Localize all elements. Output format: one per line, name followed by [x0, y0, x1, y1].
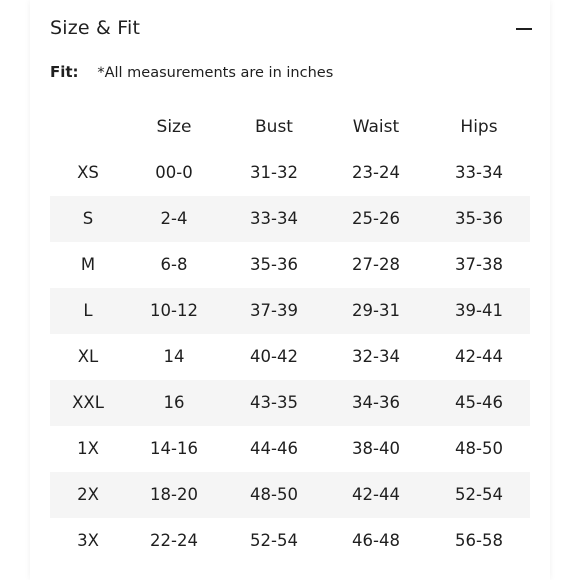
- hips-cell: 45-46: [455, 393, 503, 412]
- table-row: [50, 518, 530, 564]
- header-bust: Bust: [255, 117, 293, 137]
- size-chart-table: [50, 104, 530, 564]
- row-label: M: [80, 255, 96, 274]
- hips-cell: 42-44: [455, 347, 503, 366]
- bust-cell: 35-36: [250, 255, 298, 274]
- bust-cell: 37-39: [250, 301, 298, 320]
- measurement-note: *All measurements are in inches: [97, 65, 334, 81]
- bust-cell: 33-34: [250, 209, 298, 228]
- waist-cell: 32-34: [352, 347, 400, 366]
- waist-cell: 29-31: [352, 301, 400, 320]
- size-cell: 10-12: [150, 301, 198, 320]
- hips-cell: 35-36: [455, 209, 503, 228]
- size-cell: 2-4: [160, 209, 188, 228]
- bust-cell: 40-42: [250, 347, 298, 366]
- minus-icon: [516, 28, 532, 30]
- row-label: XS: [77, 163, 99, 182]
- fit-info: [50, 63, 333, 81]
- hips-cell: 56-58: [455, 531, 503, 550]
- collapse-button[interactable]: [508, 14, 532, 44]
- size-cell: 14: [163, 347, 185, 366]
- table-header-row: [50, 104, 530, 150]
- table-row: [50, 472, 530, 518]
- waist-cell: 46-48: [352, 531, 400, 550]
- row-label: 2X: [77, 485, 99, 504]
- size-cell: 16: [163, 393, 185, 412]
- bust-cell: 43-35: [250, 393, 298, 412]
- hips-cell: 52-54: [455, 485, 503, 504]
- row-label: XXL: [72, 393, 104, 412]
- waist-cell: 38-40: [352, 439, 400, 458]
- hips-cell: 37-38: [455, 255, 503, 274]
- bust-cell: 31-32: [250, 163, 298, 182]
- hips-cell: 33-34: [455, 163, 503, 182]
- waist-cell: 25-26: [352, 209, 400, 228]
- waist-cell: 27-28: [352, 255, 400, 274]
- row-label: 1X: [77, 439, 99, 458]
- table-row: [50, 196, 530, 242]
- hips-cell: 39-41: [455, 301, 503, 320]
- row-label: L: [83, 301, 93, 320]
- size-cell: 00-0: [155, 163, 193, 182]
- size-cell: 6-8: [160, 255, 188, 274]
- section-title: Size & Fit: [50, 17, 141, 39]
- bust-cell: 48-50: [250, 485, 298, 504]
- table-row: [50, 150, 530, 196]
- accordion-header[interactable]: [50, 14, 532, 44]
- header-hips: Hips: [460, 117, 498, 137]
- table-row: [50, 242, 530, 288]
- row-label: S: [82, 209, 94, 228]
- row-label: 3X: [77, 531, 99, 550]
- waist-cell: 42-44: [352, 485, 400, 504]
- header-waist: Waist: [352, 117, 400, 137]
- fit-label: Fit:: [50, 63, 79, 81]
- header-cell: [50, 104, 126, 150]
- size-cell: 14-16: [150, 439, 198, 458]
- table-row: [50, 380, 530, 426]
- header-size: Size: [156, 117, 192, 137]
- table-row: [50, 426, 530, 472]
- hips-cell: 48-50: [455, 439, 503, 458]
- waist-cell: 34-36: [352, 393, 400, 412]
- row-label: XL: [77, 347, 99, 366]
- waist-cell: 23-24: [352, 163, 400, 182]
- size-cell: 22-24: [150, 531, 198, 550]
- bust-cell: 52-54: [250, 531, 298, 550]
- bust-cell: 44-46: [250, 439, 298, 458]
- table-row: [50, 334, 530, 380]
- table-row: [50, 288, 530, 334]
- size-cell: 18-20: [150, 485, 198, 504]
